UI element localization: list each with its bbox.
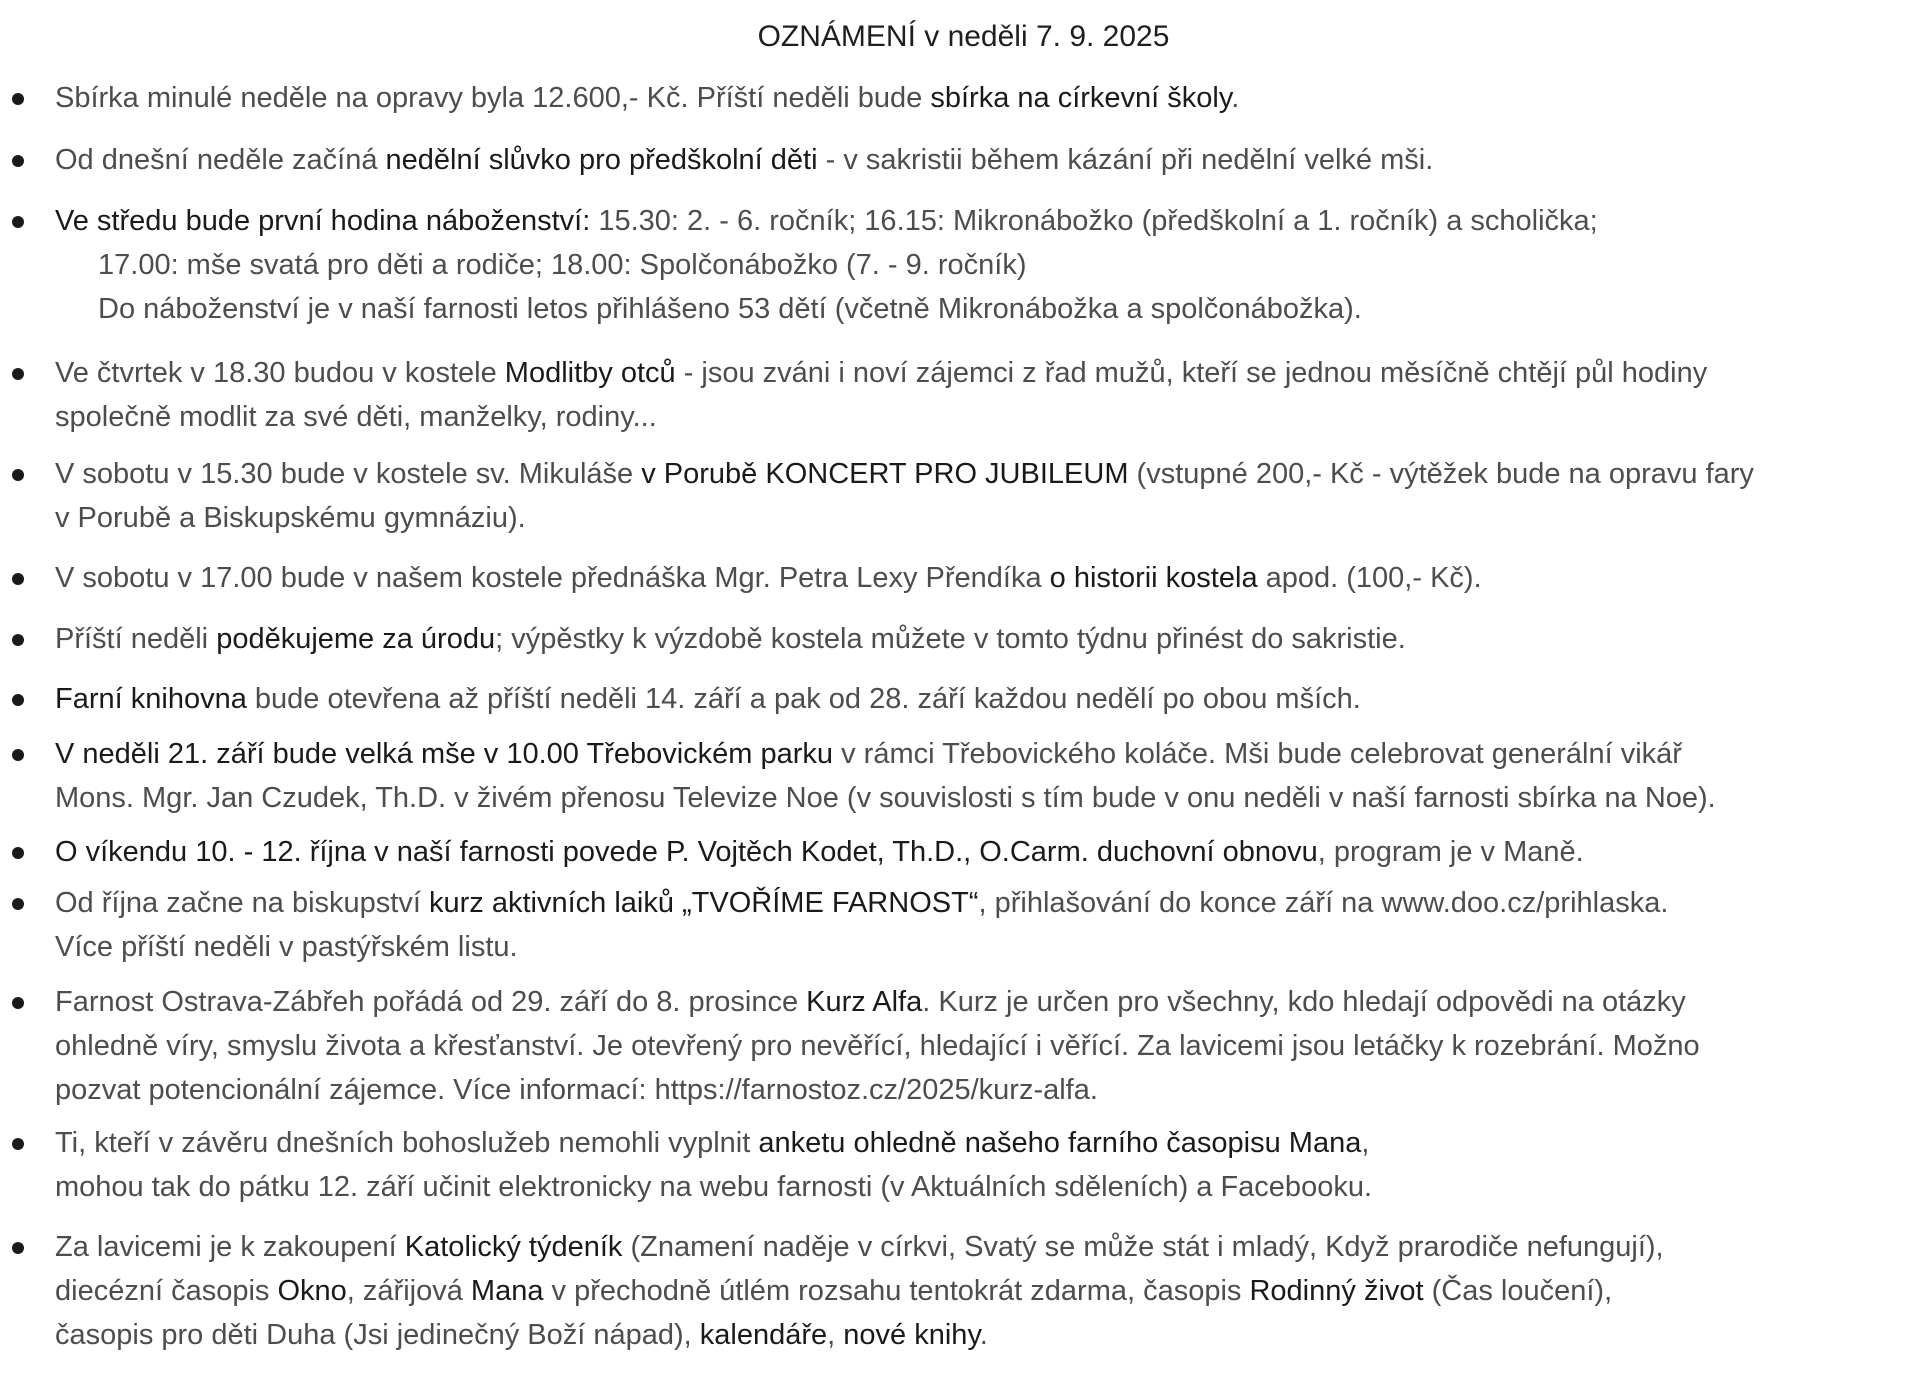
announcement-line [55,556,1915,600]
announcement-item [55,980,1915,1112]
body-text: ; výpěstky k výzdobě kostela můžete v tomto týdnu přinést do sakristie. [495,623,1406,655]
highlight-text: Mana [470,1275,544,1307]
body-text: . Kurz je určen pro všechny, kdo hledají odpovědi na otázky [922,986,1686,1018]
highlight-text: Modlitby otců [504,357,676,389]
body-text: mohou tak do pátku 12. září učinit elektronicky na webu farnosti (v Aktuálních sděleních) a Facebooku. [55,1171,1373,1203]
announcement-item [55,452,1915,540]
announcement-line [55,452,1915,496]
body-text: , [827,1319,844,1351]
announcement-item [55,617,1915,661]
highlight-text: kurz aktivních laiků „TVOŘÍME FARNOST“ [428,887,979,919]
bullet-icon [12,573,24,585]
bullet-icon [12,368,24,380]
announcement-line [55,395,1915,439]
body-text: Příští neděli [55,623,217,655]
highlight-text: kalendáře [699,1319,828,1351]
body-text: společně modlit za své děti, manželky, rodiny... [55,401,657,433]
announcement-item [55,1225,1915,1357]
announcement-line [55,1121,1915,1165]
highlight-text: Ve středu bude první hodina náboženství: [55,205,591,237]
body-text: , program je v Maně. [1317,836,1584,868]
body-text: apod. (100,- Kč). [1257,562,1482,594]
bullet-icon [12,216,24,228]
body-text: Od října začne na biskupství [55,887,429,919]
announcement-item [55,199,1915,331]
announcement-line [55,677,1915,721]
body-text: Od dnešní neděle začíná [55,144,386,176]
highlight-text: sbírka na církevní školy [930,82,1232,114]
bullet-icon [12,1138,24,1150]
body-text: časopis pro děti Duha (Jsi jedinečný Boží nápad), [55,1319,700,1351]
bullet-icon [12,847,24,859]
bullet-icon [12,898,24,910]
page-title: OZNÁMENÍ v neděli 7. 9. 2025 [757,20,1170,53]
announcement-item [55,1121,1915,1209]
announcement-line [55,881,1915,925]
body-text: (vstupné 200,- Kč - výtěžek bude na opravu fary [1128,458,1754,490]
announcement-line [55,138,1915,182]
body-text: 17.00: mše svatá pro děti a rodiče; 18.00: Spolčonábožko (7. - 9. ročník) [98,249,1027,281]
body-text: Více příští neděli v pastýřském listu. [55,931,518,963]
highlight-text: poděkujeme za úrodu [216,623,496,655]
body-text: , přihlašování do konce září na www.doo.cz/prihlaska. [978,887,1669,919]
body-text: , [1361,1127,1370,1159]
bullet-icon [12,155,24,167]
announcement-line [55,1269,1915,1313]
announcement-line [55,1024,1915,1068]
bullet-icon [12,634,24,646]
body-text: diecézní časopis [55,1275,278,1307]
bullet-icon [12,1242,24,1254]
announcement-line [55,925,1915,969]
bullet-icon [12,694,24,706]
announcement-line [55,617,1915,661]
body-text: v přechodně útlém rozsahu tentokrát zdarma, časopis [543,1275,1250,1307]
announcement-item [55,76,1915,120]
highlight-text: Okno [277,1275,347,1307]
body-text: - v sakristii během kázání při nedělní velké mši. [817,144,1434,176]
announcement-line [55,732,1915,776]
announcement-line [55,199,1915,243]
body-text: 15.30: 2. - 6. ročník; 16.15: Mikronábožko (předškolní a 1. ročník) a scholička; [590,205,1598,237]
body-text: V sobotu v 15.30 bude v kostele sv. Mikuláše [55,458,642,490]
announcement-line [55,351,1915,395]
body-text: . [979,1319,988,1351]
body-text: bude otevřena až příští neděli 14. září a pak od 28. září každou nedělí po obou mších. [246,683,1361,715]
body-text: pozvat potencionální zájemce. Více informací: https://farnostoz.cz/2025/kurz-alfa. [55,1074,1098,1106]
highlight-text: Rodinný život [1249,1275,1424,1307]
announcement-item [55,881,1915,969]
announcement-line [55,776,1915,820]
announcement-line [55,76,1915,120]
body-text: Za lavicemi je k zakoupení [55,1231,405,1263]
announcement-line [55,287,1915,331]
highlight-text: V neděli 21. září bude velká mše v 10.00 Třebovickém parku [55,738,834,770]
body-text: - jsou zváni i noví zájemci z řad mužů, kteří se jednou měsíčně chtějí půl hodiny [675,357,1708,389]
announcement-item [55,830,1915,874]
announcement-line [55,1068,1915,1112]
body-text: (Čas loučení), [1423,1275,1613,1307]
highlight-text: v Porubě KONCERT PRO JUBILEUM [641,458,1129,490]
body-text: (Znamení naděje v církvi, Svatý se může stát i mladý, Když prarodiče nefungují), [622,1231,1664,1263]
announcement-item [55,351,1915,439]
body-text: v Porubě a Biskupskému gymnáziu). [55,502,526,534]
body-text: ohledně víry, smyslu života a křesťanství. Je otevřený pro nevěřící, hledající i věřící. Za lavicemi jsou letáčky k rozebrání. Možno [55,1030,1700,1062]
highlight-text: Farní knihovna [55,683,247,715]
announcement-line [55,1225,1915,1269]
body-text: Ve čtvrtek v 18.30 budou v kostele [55,357,505,389]
body-text: Mons. Mgr. Jan Czudek, Th.D. v živém přenosu Televize Noe (v souvislosti s tím bude v onu neděli v naší farnosti sbírka na Noe). [55,782,1716,814]
announcement-item [55,138,1915,182]
announcement-item [55,732,1915,820]
body-text: , zářijová [346,1275,471,1307]
bullet-icon [12,469,24,481]
highlight-text: nové knihy [843,1319,980,1351]
highlight-text: Katolický týdeník [404,1231,623,1263]
body-text: Do náboženství je v naší farnosti letos přihlášeno 53 dětí (včetně Mikronábožka a spolčonábožka). [98,293,1362,325]
announcement-item [55,677,1915,721]
announcement-line [55,496,1915,540]
bullet-icon [12,93,24,105]
announcement-line [55,243,1915,287]
highlight-text: O víkendu 10. - 12. října v naší farnosti povede P. Vojtěch Kodet, Th.D., O.Carm. duchovní obnovu [55,836,1318,868]
announcement-line [55,980,1915,1024]
body-text: Sbírka minulé neděle na opravy byla 12.600,- Kč. Příští neděli bude [55,82,931,114]
announcement-item [55,556,1915,600]
announcement-line [55,830,1915,874]
highlight-text: o historii kostela [1049,562,1258,594]
bullet-icon [12,749,24,761]
body-text: Ti, kteří v závěru dnešních bohoslužeb nemohli vyplnit [55,1127,759,1159]
bullet-icon [12,997,24,1009]
announcement-line [55,1165,1915,1209]
highlight-text: anketu ohledně našeho farního časopisu Mana [758,1127,1362,1159]
announcement-line [55,1313,1915,1357]
body-text: v rámci Třebovického koláče. Mši bude celebrovat generální vikář [833,738,1682,770]
body-text: . [1231,82,1240,114]
highlight-text: Kurz Alfa [806,986,923,1018]
body-text: Farnost Ostrava-Zábřeh pořádá od 29. září do 8. prosince [55,986,807,1018]
highlight-text: nedělní slůvko pro předškolní děti [385,144,818,176]
body-text: V sobotu v 17.00 bude v našem kostele přednáška Mgr. Petra Lexy Přendíka [55,562,1050,594]
